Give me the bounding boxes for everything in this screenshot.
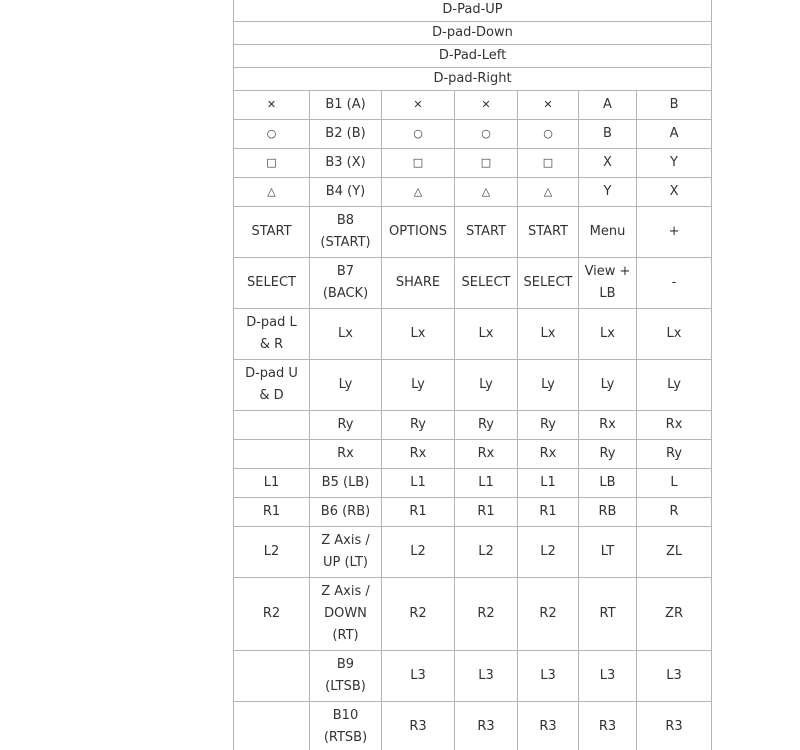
table-cell: X — [579, 149, 637, 178]
table-row — [234, 91, 712, 120]
table-cell: L1 — [382, 469, 455, 498]
table-cell: Lx — [518, 309, 579, 360]
table-cell: R2 — [518, 578, 579, 651]
table-cell: △ — [382, 178, 455, 207]
table-cell: Rx — [579, 411, 637, 440]
table-cell: X — [637, 178, 712, 207]
table-cell: L2 — [234, 527, 310, 578]
table-cell: SELECT — [234, 258, 310, 309]
table-cell: Z Axis / DOWN (RT) — [310, 578, 382, 651]
table-cell: □ — [382, 149, 455, 178]
table-cell: R1 — [518, 498, 579, 527]
table-cell: R3 — [637, 702, 712, 750]
table-cell: SELECT — [518, 258, 579, 309]
table-cell: D-pad L & R — [234, 309, 310, 360]
table-cell — [234, 702, 310, 750]
table-cell: ○ — [234, 120, 310, 149]
table-cell: ○ — [455, 120, 518, 149]
table-cell: B2 (B) — [310, 120, 382, 149]
table-cell: Ry — [518, 411, 579, 440]
table-cell: Y — [637, 149, 712, 178]
table-cell: B — [637, 91, 712, 120]
table-cell: L3 — [382, 651, 455, 702]
table-row — [234, 0, 712, 22]
table-cell: ✕ — [382, 91, 455, 120]
table-cell: Ry — [382, 411, 455, 440]
table-row — [234, 120, 712, 149]
table-row — [234, 178, 712, 207]
table-cell: L2 — [518, 527, 579, 578]
table-cell: Rx — [382, 440, 455, 469]
table-cell: R3 — [579, 702, 637, 750]
dpad-header-cell: D-Pad-Left — [234, 45, 712, 68]
table-cell: START — [234, 207, 310, 258]
table-cell: RT — [579, 578, 637, 651]
table-row — [234, 207, 712, 258]
table-cell: L3 — [637, 651, 712, 702]
table-cell: L — [637, 469, 712, 498]
table-cell: L3 — [455, 651, 518, 702]
table-cell: B6 (RB) — [310, 498, 382, 527]
controller-mapping-table — [233, 0, 712, 750]
table-row — [234, 45, 712, 68]
table-cell: △ — [518, 178, 579, 207]
table-row — [234, 411, 712, 440]
table-cell: R3 — [518, 702, 579, 750]
table-cell: LT — [579, 527, 637, 578]
table-cell: R2 — [455, 578, 518, 651]
table-cell: Z Axis / UP (LT) — [310, 527, 382, 578]
table-cell: ○ — [518, 120, 579, 149]
table-row — [234, 440, 712, 469]
table-cell: L1 — [234, 469, 310, 498]
table-cell: A — [579, 91, 637, 120]
table-cell: OPTIONS — [382, 207, 455, 258]
table-cell: Ly — [637, 360, 712, 411]
table-row — [234, 68, 712, 91]
table-cell: Ly — [455, 360, 518, 411]
table-cell: ✕ — [518, 91, 579, 120]
table-cell: L1 — [518, 469, 579, 498]
table-cell: R3 — [382, 702, 455, 750]
table-cell: B1 (A) — [310, 91, 382, 120]
table-row — [234, 651, 712, 702]
table-cell: R — [637, 498, 712, 527]
table-cell: R2 — [382, 578, 455, 651]
table-cell: L2 — [455, 527, 518, 578]
table-cell: Ly — [518, 360, 579, 411]
table-cell: B5 (LB) — [310, 469, 382, 498]
table-cell: □ — [518, 149, 579, 178]
table-cell: Ly — [382, 360, 455, 411]
table-cell: + — [637, 207, 712, 258]
table-cell: B3 (X) — [310, 149, 382, 178]
table-cell — [234, 411, 310, 440]
table-cell: Rx — [637, 411, 712, 440]
table-cell: Rx — [310, 440, 382, 469]
table-cell: ZR — [637, 578, 712, 651]
table-cell: ○ — [382, 120, 455, 149]
table-cell: Rx — [455, 440, 518, 469]
table-cell: ZL — [637, 527, 712, 578]
table-cell — [234, 440, 310, 469]
table-cell: Ry — [455, 411, 518, 440]
table-row — [234, 578, 712, 651]
table-cell: SHARE — [382, 258, 455, 309]
table-cell: L2 — [382, 527, 455, 578]
table-row — [234, 702, 712, 750]
table-cell: R2 — [234, 578, 310, 651]
dpad-header-cell: D-pad-Down — [234, 22, 712, 45]
table-cell: □ — [234, 149, 310, 178]
table-cell: B4 (Y) — [310, 178, 382, 207]
table-cell: B9 (LTSB) — [310, 651, 382, 702]
table-cell: △ — [234, 178, 310, 207]
table-cell: □ — [455, 149, 518, 178]
table-cell: - — [637, 258, 712, 309]
table-cell: Lx — [310, 309, 382, 360]
dpad-header-cell: D-pad-Right — [234, 68, 712, 91]
table-cell: Ry — [637, 440, 712, 469]
table-row — [234, 527, 712, 578]
table-row — [234, 258, 712, 309]
table-row — [234, 469, 712, 498]
table-cell: Ly — [579, 360, 637, 411]
table-cell: Y — [579, 178, 637, 207]
table-cell: Lx — [382, 309, 455, 360]
table-cell: L3 — [518, 651, 579, 702]
dpad-header-cell: D-Pad-UP — [234, 0, 712, 22]
table-cell: LB — [579, 469, 637, 498]
table-cell: A — [637, 120, 712, 149]
table-cell: △ — [455, 178, 518, 207]
table-cell: ✕ — [455, 91, 518, 120]
table-cell: ✕ — [234, 91, 310, 120]
table-cell: R1 — [382, 498, 455, 527]
table-cell: RB — [579, 498, 637, 527]
table-cell: Lx — [637, 309, 712, 360]
table-cell: B — [579, 120, 637, 149]
table-cell: R3 — [455, 702, 518, 750]
table-cell: Ry — [310, 411, 382, 440]
table-row — [234, 360, 712, 411]
table-body — [234, 0, 712, 750]
table-cell: B7 (BACK) — [310, 258, 382, 309]
table-cell: View + LB — [579, 258, 637, 309]
table-row — [234, 22, 712, 45]
table-cell: D-pad U & D — [234, 360, 310, 411]
table-cell: R1 — [234, 498, 310, 527]
table-cell: L1 — [455, 469, 518, 498]
table-cell: B8 (START) — [310, 207, 382, 258]
table-cell: Ly — [310, 360, 382, 411]
table-row — [234, 149, 712, 178]
table-cell: B10 (RTSB) — [310, 702, 382, 750]
table-cell: SELECT — [455, 258, 518, 309]
table-cell — [234, 651, 310, 702]
table-cell: Menu — [579, 207, 637, 258]
table-cell: START — [455, 207, 518, 258]
table-cell: R1 — [455, 498, 518, 527]
table-cell: Rx — [518, 440, 579, 469]
table-row — [234, 498, 712, 527]
table-cell: Lx — [455, 309, 518, 360]
table-row — [234, 309, 712, 360]
table-cell: Ry — [579, 440, 637, 469]
table-cell: Lx — [579, 309, 637, 360]
table-cell: L3 — [579, 651, 637, 702]
table-cell: START — [518, 207, 579, 258]
